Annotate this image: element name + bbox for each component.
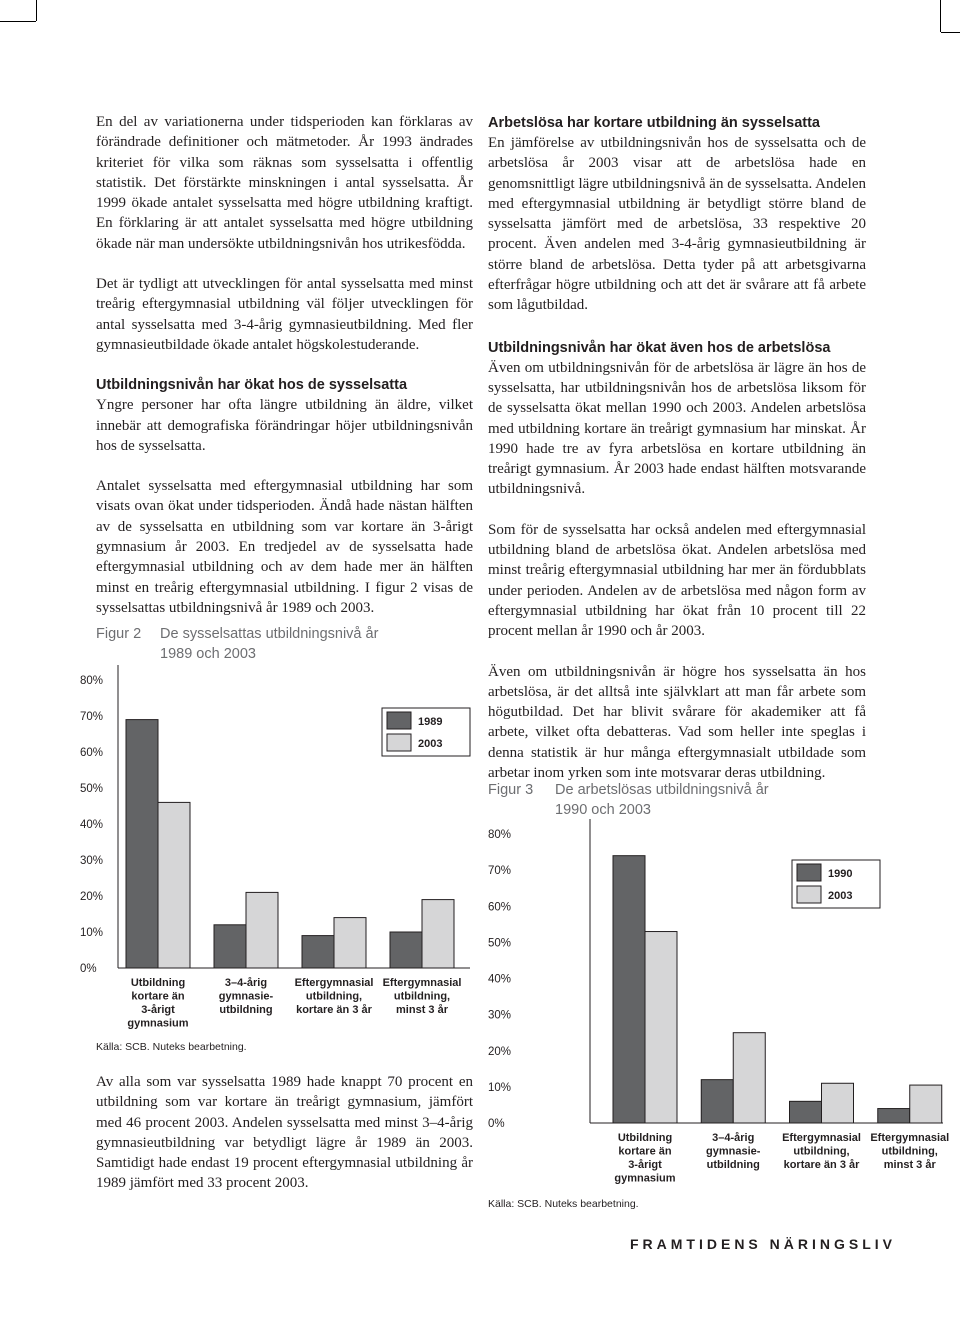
- paragraph: Det är tydligt att utvecklingen för antal sysselsatta med minst treårig eftergymnasial utbildning väl följer utvecklingen för antal sysselsatta med 3-4-årig gymnasieutbildning. Med fler gymnasieutbildade ökade antalet högskolestuderande.: [96, 276, 473, 353]
- y-tick-label: 80%: [488, 829, 512, 841]
- paragraph: En jämförelse av utbildningsnivån hos de sysselsatta och de arbetslösa år 2003 visar att de arbetslösa hade en genomsnittligt lägre utbildningsnivå än de sysselsatta. Andelen med eftergymnasial utbildning är betydligt större bland de sysselsatta jämfört med de arbetslösa, 33 respektive 20 procent. Även andelen med 3-4-årig gymnasieutbildning är större bland de arbetslösa. Detta tyder på att arbetsgivarna efterfrågar högre utbildning och att det är svårare att få arbete som lågutbildad.: [488, 135, 866, 314]
- crop-mark: [940, 0, 941, 32]
- category-label: utbildning,: [393, 990, 451, 1003]
- category-label: gymnasium: [127, 1017, 189, 1030]
- category-label: utbildning,: [305, 990, 363, 1003]
- footer-title: FRAMTIDENS NÄRINGSLIV: [630, 1236, 896, 1252]
- bar-2003: [422, 900, 454, 968]
- category-label: Eftergymnasial: [782, 1132, 861, 1144]
- category-label: gymnasie-: [218, 990, 274, 1003]
- y-tick-label: 60%: [488, 901, 512, 914]
- bar-1990: [878, 1109, 910, 1123]
- bar-1990: [790, 1101, 822, 1123]
- bar-2003: [822, 1083, 854, 1123]
- category-label: utbildning: [219, 1004, 273, 1016]
- category-label: 3–4-årig: [712, 1132, 755, 1144]
- y-tick-label: 70%: [80, 711, 104, 723]
- y-tick-label: 0%: [80, 963, 97, 975]
- bar-1990: [701, 1080, 733, 1123]
- paragraph: Även om utbildningsnivån för de arbetslösa är lägre än hos de sysselsatta, har utbildningsnivån hos de arbetslösa liksom för de sysselsatta ökat mellan 1990 och 2003. Andelen arbetslösa med utbildning kortare än treårigt gymnasium har minskat. År 1990 hade tre av fyra arbetslösa en kortare utbildning än treårigt gymnasium. År 2003 hade endast hälften motsvarande utbildningsnivå.: [488, 359, 866, 498]
- legend-label: 1989: [418, 716, 443, 728]
- category-label: gymnasie-: [706, 1145, 761, 1158]
- left-column-bottom: [96, 1072, 473, 1194]
- bar-1989: [126, 720, 158, 968]
- y-tick-label: 50%: [80, 783, 104, 795]
- paragraph: Som för de sysselsatta har också andelen med eftergymnasial utbildning bland de arbetslösa ökat. Andelen arbetslösa med minst treårig eftergymnasial utbildning har mer än fördubblats under perioden. Andelen av de arbetslösa med någon form av eftergymnasial utbildning har ökat från 10 procent till 22 procent mellan år 1990 och år 2003.: [488, 521, 866, 640]
- left-column: [96, 112, 473, 618]
- category-label: kortare än 3 år: [296, 1004, 372, 1016]
- bar-2003: [334, 918, 366, 968]
- figure-source: Källa: SCB. Nuteks bearbetning.: [96, 1041, 247, 1053]
- category-label: Utbildning: [617, 1132, 673, 1144]
- category-label: Eftergymnasial: [870, 1132, 950, 1144]
- paragraph: En del av variationerna under tidsperioden kan förklaras av förändrade definitioner och mätmetoder. År 1993 ändrades kriteriet för vilka som räknas som sysselsatta i offentlig statistik. Det förstärkte minskningen i antal sysselsatta. År 1999 ökade antalet sysselsatta med högre utbildning kraftigt. En förklaring är att antalet sysselsatta med högre utbildning ökade när man undersökte utbildningsnivån hos utrikesfödda.: [96, 114, 473, 252]
- bar-1990: [613, 856, 645, 1123]
- category-label: Eftergymnasial: [382, 977, 462, 989]
- category-label: kortare än: [131, 990, 185, 1003]
- category-label: 3–4-årig: [224, 977, 268, 989]
- y-tick-label: 20%: [80, 891, 104, 903]
- figure-source: Källa: SCB. Nuteks bearbetning.: [488, 1198, 639, 1210]
- y-tick-label: 60%: [80, 747, 104, 759]
- y-tick-label: 10%: [80, 927, 104, 939]
- category-label: kortare än: [618, 1145, 672, 1158]
- y-tick-label: 10%: [488, 1081, 512, 1094]
- legend-swatch: [387, 734, 411, 751]
- bar-2003: [158, 802, 190, 968]
- section-heading: Utbildningsnivån har ökat även hos de arbetslösa: [488, 339, 831, 356]
- legend-swatch: [797, 864, 821, 881]
- category-label: Eftergymnasial: [294, 977, 374, 989]
- crop-mark: [0, 21, 36, 22]
- legend-swatch: [387, 712, 411, 729]
- y-tick-label: 80%: [80, 675, 104, 687]
- figure-3-chart: [480, 815, 960, 1215]
- paragraph: Av alla som var sysselsatta 1989 hade knappt 70 procent en utbildning som var kortare än treårigt gymnasium, jämfört med 46 procent 2003. Andelen sysselsatta med minst 3–4-årig gymnasieutbildning var betydligt lägre år 1989 än 2003. Samtidigt hade endast 19 procent eftergymnasial utbildning år 1989 jämfört med 33 procent 2003.: [96, 1074, 473, 1192]
- bar-1989: [214, 925, 246, 968]
- bar-2003: [645, 932, 677, 1123]
- bar-1989: [390, 932, 422, 968]
- category-label: utbildning,: [793, 1145, 850, 1158]
- paragraph: Antalet sysselsatta med eftergymnasial utbildning har som visats ovan ökat under tidsperioden. Ändå hade nästan hälften av de sysselsatta en utbildning som var kortare än 3-årigt gymnasium år 2003. En tredjedel av de sysselsatta hade eftergymnasial utbildning och av dem hade mer än hälften minst en treårig eftergymnasial utbildning. I figur 2 visas de sysselsattas utbildningsnivå år 1989 och 2003.: [96, 478, 473, 616]
- y-tick-label: 50%: [488, 937, 512, 950]
- y-tick-label: 20%: [488, 1045, 512, 1058]
- crop-mark: [941, 32, 960, 33]
- legend-label: 2003: [828, 890, 853, 902]
- legend-swatch: [797, 886, 821, 903]
- category-label: utbildning,: [881, 1145, 938, 1158]
- figure-label: Figur 3: [488, 782, 534, 798]
- y-tick-label: 0%: [488, 1118, 505, 1130]
- y-tick-label: 40%: [80, 819, 104, 831]
- category-label: minst 3 år: [883, 1159, 936, 1171]
- bar-2003: [910, 1085, 942, 1123]
- bar-2003: [733, 1033, 765, 1123]
- section-heading: Arbetslösa har kortare utbildning än sysselsatta: [488, 115, 820, 131]
- legend-label: 2003: [418, 738, 443, 750]
- category-label: kortare än 3 år: [783, 1159, 860, 1171]
- y-tick-label: 30%: [488, 1009, 512, 1022]
- paragraph: Yngre personer har ofta längre utbildning än äldre, vilket innebär att demografiska förändringar höjer utbildningsnivån hos de sysselsatta.: [96, 397, 473, 454]
- category-label: Utbildning: [130, 977, 186, 989]
- figure-title: De sysselsattas utbildningsnivå år 1989 och 2003: [160, 626, 379, 662]
- bar-2003: [246, 892, 278, 968]
- category-label: utbildning: [706, 1159, 760, 1171]
- figure-2-chart: [0, 660, 480, 1060]
- section-heading: Utbildningsnivån har ökat hos de sysselsatta: [96, 377, 408, 394]
- category-label: minst 3 år: [396, 1004, 448, 1016]
- category-label: gymnasium: [614, 1172, 676, 1185]
- right-column: [488, 114, 866, 783]
- crop-mark: [36, 0, 37, 21]
- y-tick-label: 30%: [80, 855, 104, 867]
- category-label: 3-årigt: [141, 1004, 175, 1016]
- figure-title: De arbetslösas utbildningsnivå år 1990 och 2003: [555, 782, 769, 818]
- paragraph: Även om utbildningsnivån är högre hos sysselsatta än hos arbetslösa, är det alltså inte självklart att man får arbete som högutbildad. Det har blivit svårare för akademiker att få arbete, vilket ofta debatteras. Vad som heller inte speglas i denna statistik är hur många eftergymnasialt utbildade som arbetar inom yrken som inte motsvarar deras utbildning.: [488, 663, 866, 782]
- legend-label: 1990: [828, 868, 853, 880]
- y-tick-label: 40%: [488, 973, 512, 986]
- category-label: 3-årigt: [628, 1159, 662, 1171]
- figure-label: Figur 2: [96, 626, 142, 642]
- y-tick-label: 70%: [488, 865, 512, 878]
- bar-1989: [302, 936, 334, 968]
